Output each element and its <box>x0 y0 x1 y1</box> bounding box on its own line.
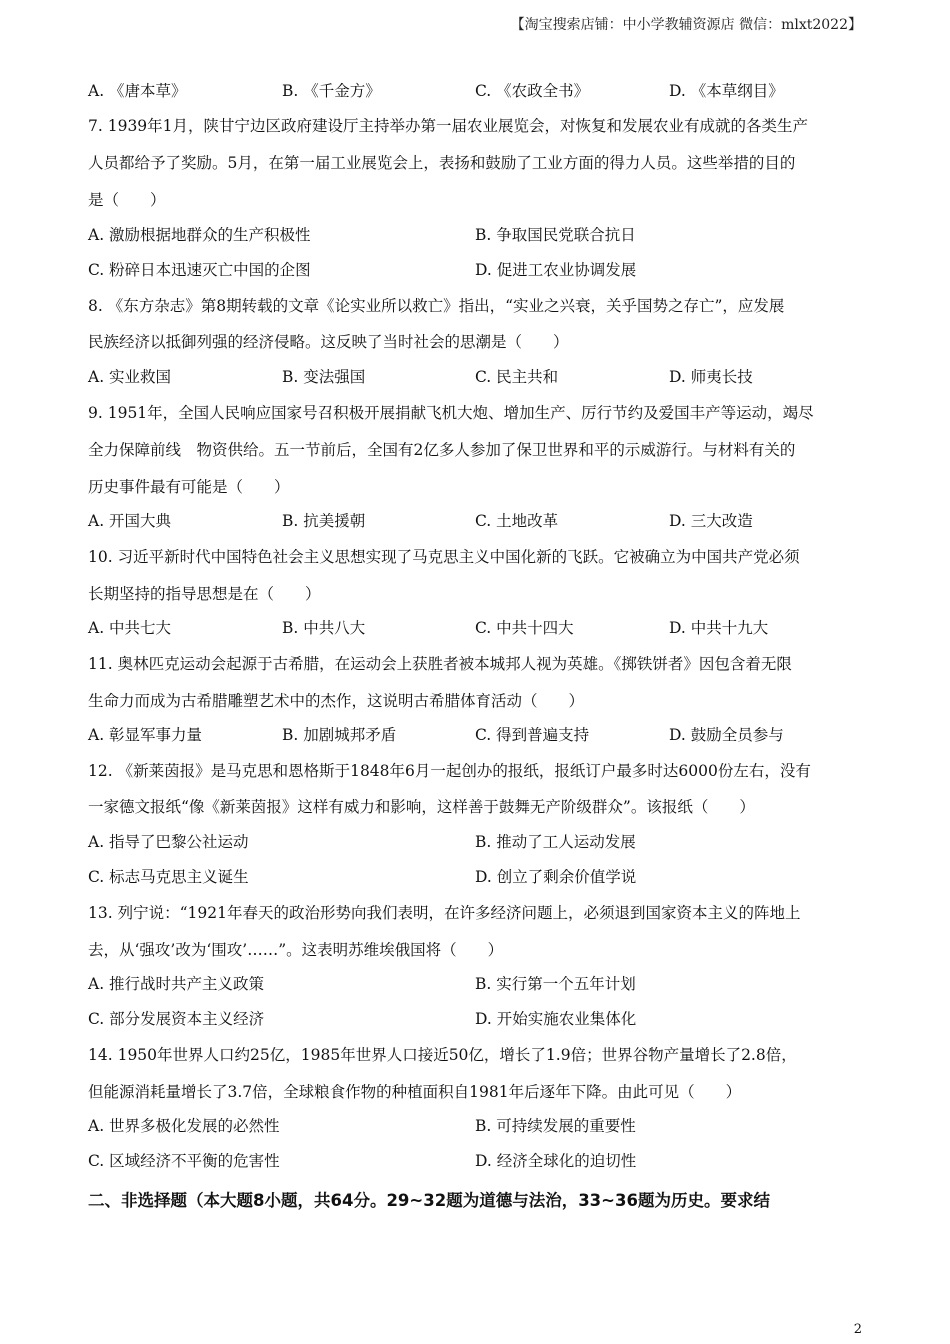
q13-stem-line: 去，从‘强攻’改为‘围攻’……”。这表明苏维埃俄国将（ ） <box>88 941 504 959</box>
q11-option-c: C. 得到普遍支持 <box>475 726 590 744</box>
q12-stem-line: 一家德文报纸“像《新莱茵报》这样有威力和影响，这样善于鼓舞无产阶级群众”。该报纸（ ） <box>88 798 755 816</box>
q7-option-d: D. 促进工农业协调发展 <box>475 261 637 279</box>
q13-option-a: A. 推行战时共产主义政策 <box>88 975 265 993</box>
q7-stem-line: 7. 1939年1月，陕甘宁边区政府建设厅主持举办第一届农业展览会，对恢复和发展农业有成就的各类生产 <box>88 117 809 135</box>
q6-option-c: C. 《农政全书》 <box>475 82 590 100</box>
q11-option-d: D. 鼓励全员参与 <box>669 726 784 744</box>
q14-stem-line: 但能源消耗量增长了3.7倍，全球粮食作物的种植面积自1981年后逐年下降。由此可见（ ） <box>88 1083 742 1101</box>
page-number: 2 <box>853 1322 862 1337</box>
q10-stem-line: 10. 习近平新时代中国特色社会主义思想实现了马克思主义中国化新的飞跃。它被确立为中国共产党必须 <box>88 548 800 566</box>
q12-stem-line: 12. 《新莱茵报》是马克思和恩格斯于1848年6月一起创办的报纸，报纸订户最多时达6000份左右，没有 <box>88 762 811 780</box>
q11-stem-line: 11. 奥林匹克运动会起源于古希腊，在运动会上获胜者被本城邦人视为英雄。《掷铁饼者》因包含着无限 <box>88 655 792 673</box>
q13-option-d: D. 开始实施农业集体化 <box>475 1010 637 1028</box>
q13-option-b: B. 实行第一个五年计划 <box>475 975 636 993</box>
q8-option-d: D. 师夷长技 <box>669 368 753 386</box>
q9-option-d: D. 三大改造 <box>669 512 753 530</box>
q12-option-d: D. 创立了剩余价值学说 <box>475 868 637 886</box>
q12-option-a: A. 指导了巴黎公社运动 <box>88 833 249 851</box>
q9-stem-line: 历史事件最有可能是（ ） <box>88 478 290 496</box>
q6-option-a: A. 《唐本草》 <box>88 82 187 100</box>
q14-option-a: A. 世界多极化发展的必然性 <box>88 1117 280 1135</box>
page-header: 【淘宝搜索店铺：中小学教辅资源店 微信：mlxt2022】 <box>510 17 862 33</box>
q9-stem-line: 9. 1951年，全国人民响应国家号召积极开展捐献飞机大炮、增加生产、厉行节约及爱国丰产等运动，竭尽 <box>88 404 814 422</box>
q14-option-b: B. 可持续发展的重要性 <box>475 1117 636 1135</box>
q12-option-b: B. 推动了工人运动发展 <box>475 833 636 851</box>
q8-stem-line: 民族经济以抵御列强的经济侵略。这反映了当时社会的思潮是（ ） <box>88 333 569 351</box>
q6-option-d: D. 《本草纲目》 <box>669 82 784 100</box>
q8-stem-line: 8. 《东方杂志》第8期转载的文章《论实业所以救亡》指出，“实业之兴衰，关乎国势之存亡”，应发展 <box>88 297 785 315</box>
q8-option-b: B. 变法强国 <box>282 368 366 386</box>
q9-stem-line: 全力保障前线 物资供给。五一节前后，全国有2亿多人参加了保卫世界和平的示威游行。与材料有关的 <box>88 441 796 459</box>
q13-stem-line: 13. 列宁说：“1921年春天的政治形势向我们表明，在许多经济问题上，必须退到国家资本主义的阵地上 <box>88 904 801 922</box>
q10-option-c: C. 中共十四大 <box>475 619 574 637</box>
q13-option-c: C. 部分发展资本主义经济 <box>88 1010 265 1028</box>
q11-stem-line: 生命力而成为古希腊雕塑艺术中的杰作，这说明古希腊体育活动（ ） <box>88 692 585 710</box>
q6-option-b: B. 《千金方》 <box>282 82 381 100</box>
q9-option-c: C. 土地改革 <box>475 512 559 530</box>
q14-option-c: C. 区域经济不平衡的危害性 <box>88 1152 280 1170</box>
q7-option-b: B. 争取国民党联合抗日 <box>475 226 636 244</box>
q11-option-b: B. 加剧城邦矛盾 <box>282 726 397 744</box>
q10-stem-line: 长期坚持的指导思想是在（ ） <box>88 585 321 603</box>
q9-option-b: B. 抗美援朝 <box>282 512 366 530</box>
q11-option-a: A. 彰显军事力量 <box>88 726 203 744</box>
q10-option-a: A. 中共七大 <box>88 619 172 637</box>
q10-option-d: D. 中共十九大 <box>669 619 769 637</box>
q7-stem-line: 人员都给予了奖励。5月，在第一届工业展览会上，表扬和鼓励了工业方面的得力人员。这些举措的目的 <box>88 154 796 172</box>
q7-option-a: A. 激励根据地群众的生产积极性 <box>88 226 311 244</box>
q12-option-c: C. 标志马克思主义诞生 <box>88 868 249 886</box>
q10-option-b: B. 中共八大 <box>282 619 366 637</box>
q9-option-a: A. 开国大典 <box>88 512 172 530</box>
q8-option-c: C. 民主共和 <box>475 368 559 386</box>
q8-option-a: A. 实业救国 <box>88 368 172 386</box>
q7-option-c: C. 粉碎日本迅速灭亡中国的企图 <box>88 261 311 279</box>
q14-stem-line: 14. 1950年世界人口约25亿，1985年世界人口接近50亿，增长了1.9倍；世界谷物产量增长了2.8倍， <box>88 1046 797 1064</box>
q7-stem-line: 是（ ） <box>88 191 166 209</box>
section-heading: 二、非选择题（本大题8小题，共64分。29~32题为道德与法治，33~36题为历史。要求结 <box>88 1191 770 1210</box>
q14-option-d: D. 经济全球化的迫切性 <box>475 1152 637 1170</box>
